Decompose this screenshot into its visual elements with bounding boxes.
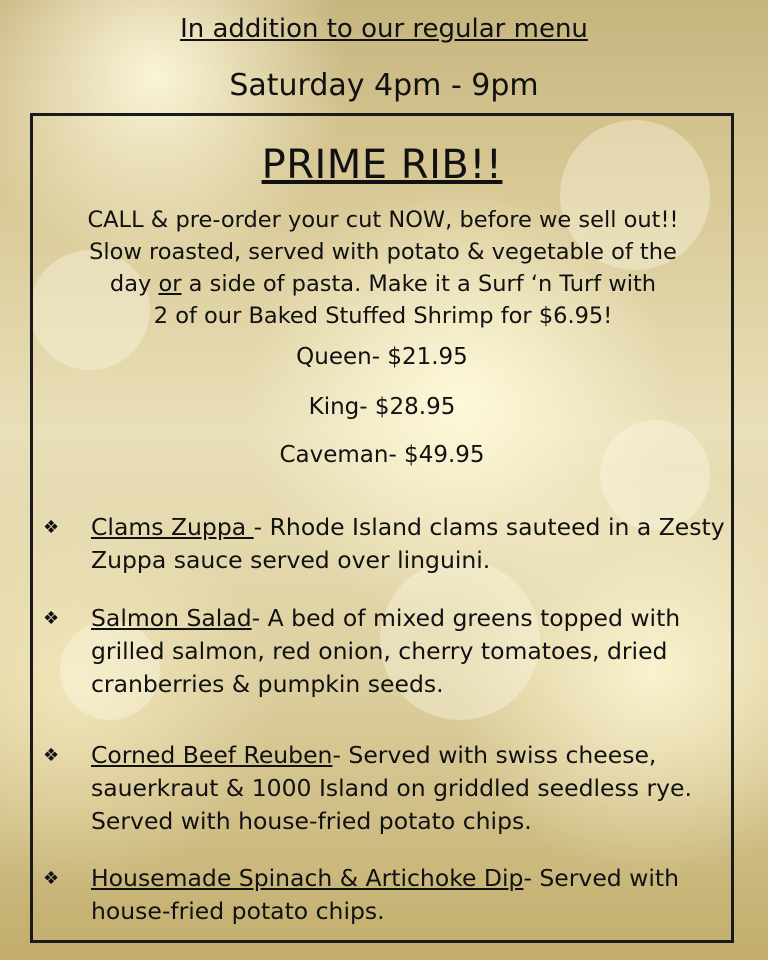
header-line2: Saturday 4pm - 9pm — [229, 68, 539, 103]
item-name: Housemade Spinach & Artichoke Dip — [91, 864, 524, 892]
item-desc: - A bed of mixed greens topped with grilled salmon, red onion, cherry tomatoes, dried cranberries & pumpkin seeds. — [91, 604, 681, 698]
desc-line — [43, 268, 723, 300]
desc-text: a side of pasta. Make it a Surf ‘n Turf with — [181, 271, 657, 297]
item-desc: - Served with house-fried potato chips. — [91, 864, 680, 925]
desc-emphasis: or — [158, 271, 182, 297]
diamond-bullet-icon: ❖ — [43, 868, 60, 889]
price-king: King- $28.95 — [308, 394, 456, 420]
item-text — [91, 739, 731, 838]
menu-box — [30, 113, 734, 943]
desc-line: 2 of our Baked Stuffed Shrimp for $6.95! — [153, 303, 613, 329]
diamond-bullet-icon: ❖ — [43, 745, 60, 766]
header-line1: In addition to our regular menu — [180, 14, 588, 44]
price-queen: Queen- $21.95 — [296, 344, 468, 370]
special-title: PRIME RIB!! — [261, 142, 503, 188]
diamond-bullet-icon: ❖ — [43, 517, 60, 538]
desc-text: day — [109, 271, 159, 297]
item-name: Salmon Salad — [91, 604, 252, 632]
item-name: Corned Beef Reuben — [91, 741, 333, 769]
item-text — [91, 602, 731, 701]
menu-item — [43, 511, 723, 581]
diamond-bullet-icon: ❖ — [43, 608, 60, 629]
menu-item — [43, 739, 723, 839]
price-caveman: Caveman- $49.95 — [279, 442, 485, 468]
desc-line: CALL & pre-order your cut NOW, before we sell out!! — [87, 207, 679, 233]
item-text — [91, 862, 731, 928]
item-text — [91, 511, 731, 577]
menu-item — [43, 862, 723, 932]
desc-line: Slow roasted, served with potato & vegetable of the — [89, 239, 677, 265]
item-desc: - Served with swiss cheese, sauerkraut & 1000 Island on griddled seedless rye. Served with house-fried potato chips. — [91, 741, 692, 835]
special-description — [43, 204, 723, 332]
menu-item — [43, 602, 723, 702]
item-name: Clams Zuppa — [91, 513, 254, 541]
item-desc: - Rhode Island clams sauteed in a Zesty Zuppa sauce served over linguini. — [91, 513, 725, 574]
